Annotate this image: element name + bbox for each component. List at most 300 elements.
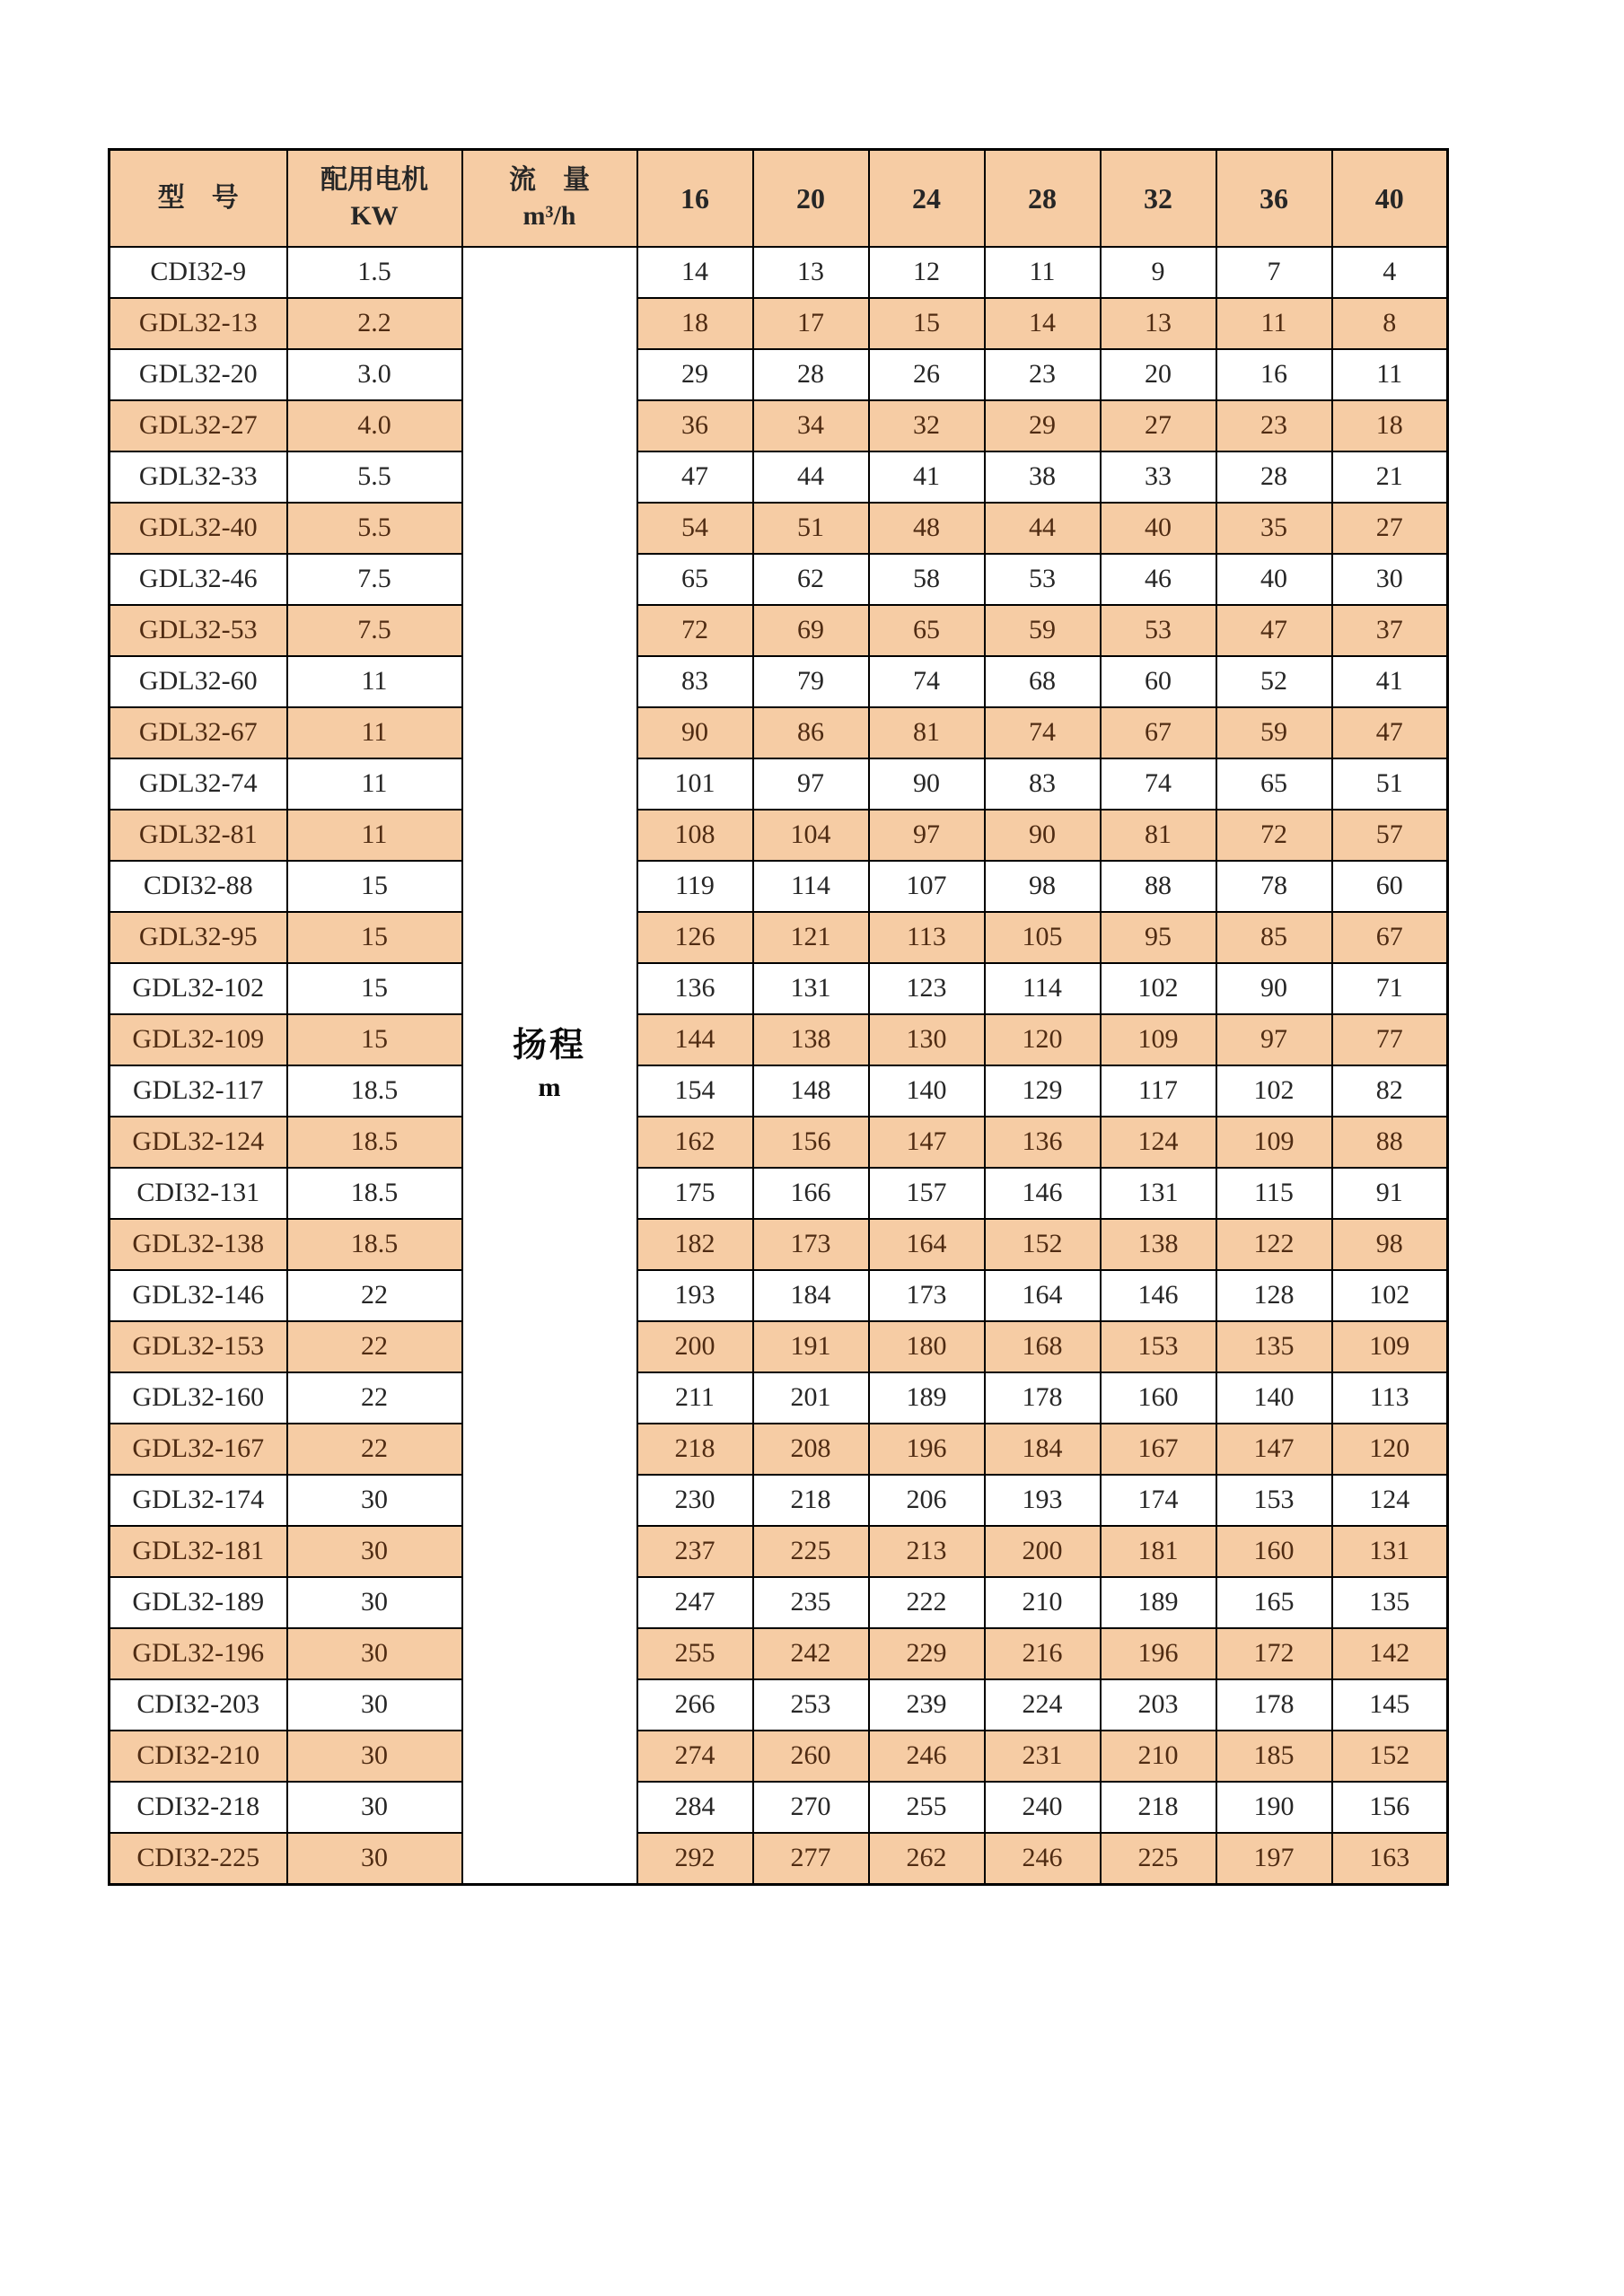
table-row (110, 554, 1448, 605)
head-value-cell: 218 (637, 1424, 753, 1475)
head-value-cell: 102 (1216, 1065, 1332, 1117)
head-value-cell: 90 (869, 758, 985, 810)
header-flow-value: 40 (1332, 150, 1448, 248)
head-value-cell: 14 (985, 298, 1101, 349)
head-unit-merged-cell (462, 247, 637, 1884)
table-row (110, 810, 1448, 861)
model-cell: GDL32-27 (110, 400, 287, 451)
motor-kw-cell: 3.0 (287, 349, 462, 400)
head-value-cell: 12 (869, 247, 985, 298)
motor-kw-cell: 1.5 (287, 247, 462, 298)
head-value-cell: 79 (753, 656, 869, 707)
motor-kw-cell: 5.5 (287, 451, 462, 503)
head-value-cell: 113 (1332, 1372, 1448, 1424)
table-row (110, 1117, 1448, 1168)
head-value-cell: 46 (1101, 554, 1216, 605)
head-value-cell: 41 (869, 451, 985, 503)
head-value-cell: 109 (1101, 1014, 1216, 1065)
model-cell: CDI32-218 (110, 1782, 287, 1833)
head-value-cell: 196 (1101, 1628, 1216, 1679)
head-value-cell: 160 (1101, 1372, 1216, 1424)
head-value-cell: 77 (1332, 1014, 1448, 1065)
header-flow-value: 20 (753, 150, 869, 248)
head-value-cell: 52 (1216, 656, 1332, 707)
model-cell: GDL32-138 (110, 1219, 287, 1270)
head-value-cell: 91 (1332, 1168, 1448, 1219)
table-row (110, 503, 1448, 554)
head-value-cell: 44 (985, 503, 1101, 554)
head-value-cell: 109 (1332, 1321, 1448, 1372)
head-value-cell: 108 (637, 810, 753, 861)
motor-kw-cell: 22 (287, 1270, 462, 1321)
head-value-cell: 48 (869, 503, 985, 554)
table-row (110, 963, 1448, 1014)
head-value-cell: 88 (1332, 1117, 1448, 1168)
table-row (110, 1577, 1448, 1628)
head-value-cell: 231 (985, 1731, 1101, 1782)
head-value-cell: 270 (753, 1782, 869, 1833)
head-value-cell: 67 (1332, 912, 1448, 963)
head-value-cell: 136 (985, 1117, 1101, 1168)
motor-kw-cell: 7.5 (287, 554, 462, 605)
head-value-cell: 101 (637, 758, 753, 810)
model-cell: CDI32-9 (110, 247, 287, 298)
head-value-cell: 60 (1332, 861, 1448, 912)
head-value-cell: 16 (1216, 349, 1332, 400)
model-cell: GDL32-124 (110, 1117, 287, 1168)
head-value-cell: 51 (753, 503, 869, 554)
head-value-cell: 135 (1216, 1321, 1332, 1372)
head-value-cell: 114 (753, 861, 869, 912)
model-cell: GDL32-160 (110, 1372, 287, 1424)
table-row (110, 400, 1448, 451)
head-value-cell: 131 (753, 963, 869, 1014)
head-value-cell: 71 (1332, 963, 1448, 1014)
head-value-cell: 180 (869, 1321, 985, 1372)
head-value-cell: 58 (869, 554, 985, 605)
head-value-cell: 164 (869, 1219, 985, 1270)
head-value-cell: 153 (1216, 1475, 1332, 1526)
model-cell: GDL32-102 (110, 963, 287, 1014)
head-value-cell: 40 (1216, 554, 1332, 605)
head-value-cell: 124 (1101, 1117, 1216, 1168)
head-value-cell: 193 (637, 1270, 753, 1321)
head-value-cell: 36 (637, 400, 753, 451)
head-value-cell: 193 (985, 1475, 1101, 1526)
head-value-cell: 222 (869, 1577, 985, 1628)
table-row (110, 1731, 1448, 1782)
head-value-cell: 65 (869, 605, 985, 656)
head-value-cell: 164 (985, 1270, 1101, 1321)
head-value-cell: 28 (753, 349, 869, 400)
head-value-cell: 104 (753, 810, 869, 861)
model-cell: GDL32-60 (110, 656, 287, 707)
head-value-cell: 152 (985, 1219, 1101, 1270)
head-value-cell: 184 (753, 1270, 869, 1321)
head-value-cell: 168 (985, 1321, 1101, 1372)
head-value-cell: 189 (869, 1372, 985, 1424)
model-cell: GDL32-174 (110, 1475, 287, 1526)
head-value-cell: 74 (985, 707, 1101, 758)
head-value-cell: 95 (1101, 912, 1216, 963)
head-value-cell: 117 (1101, 1065, 1216, 1117)
head-value-cell: 178 (985, 1372, 1101, 1424)
head-value-cell: 178 (1216, 1679, 1332, 1731)
head-value-cell: 129 (985, 1065, 1101, 1117)
head-value-cell: 120 (1332, 1424, 1448, 1475)
head-value-cell: 107 (869, 861, 985, 912)
motor-kw-cell: 11 (287, 810, 462, 861)
head-value-cell: 30 (1332, 554, 1448, 605)
head-value-cell: 138 (1101, 1219, 1216, 1270)
head-value-cell: 184 (985, 1424, 1101, 1475)
model-cell: GDL32-81 (110, 810, 287, 861)
table-row (110, 1372, 1448, 1424)
head-value-cell: 59 (1216, 707, 1332, 758)
head-value-cell: 113 (869, 912, 985, 963)
head-value-cell: 53 (985, 554, 1101, 605)
head-value-cell: 218 (753, 1475, 869, 1526)
motor-kw-cell: 15 (287, 912, 462, 963)
model-cell: GDL32-40 (110, 503, 287, 554)
head-value-cell: 284 (637, 1782, 753, 1833)
head-value-cell: 135 (1332, 1577, 1448, 1628)
head-value-cell: 210 (985, 1577, 1101, 1628)
head-value-cell: 260 (753, 1731, 869, 1782)
head-value-cell: 145 (1332, 1679, 1448, 1731)
motor-kw-cell: 30 (287, 1833, 462, 1884)
head-value-cell: 33 (1101, 451, 1216, 503)
head-value-cell: 88 (1101, 861, 1216, 912)
head-value-cell: 262 (869, 1833, 985, 1884)
model-cell: GDL32-13 (110, 298, 287, 349)
head-value-cell: 156 (753, 1117, 869, 1168)
head-value-cell: 69 (753, 605, 869, 656)
header-model: 型 号 (110, 150, 287, 248)
model-cell: GDL32-167 (110, 1424, 287, 1475)
head-value-cell: 27 (1101, 400, 1216, 451)
table-row (110, 1782, 1448, 1833)
head-value-cell: 197 (1216, 1833, 1332, 1884)
head-value-cell: 114 (985, 963, 1101, 1014)
table-body (110, 247, 1448, 1884)
head-value-cell: 167 (1101, 1424, 1216, 1475)
head-value-cell: 239 (869, 1679, 985, 1731)
head-value-cell: 81 (1101, 810, 1216, 861)
head-value-cell: 203 (1101, 1679, 1216, 1731)
head-value-cell: 147 (869, 1117, 985, 1168)
head-value-cell: 200 (985, 1526, 1101, 1577)
head-value-cell: 237 (637, 1526, 753, 1577)
head-value-cell: 90 (637, 707, 753, 758)
header-flow-value: 36 (1216, 150, 1332, 248)
head-value-cell: 105 (985, 912, 1101, 963)
motor-kw-cell: 30 (287, 1731, 462, 1782)
model-cell: GDL32-33 (110, 451, 287, 503)
head-value-cell: 266 (637, 1679, 753, 1731)
head-value-cell: 182 (637, 1219, 753, 1270)
head-value-cell: 172 (1216, 1628, 1332, 1679)
table-row (110, 1679, 1448, 1731)
head-value-cell: 211 (637, 1372, 753, 1424)
head-value-cell: 86 (753, 707, 869, 758)
table-row (110, 605, 1448, 656)
head-label: 扬程 (512, 1026, 586, 1065)
head-value-cell: 32 (869, 400, 985, 451)
head-value-cell: 81 (869, 707, 985, 758)
head-value-cell: 68 (985, 656, 1101, 707)
head-value-cell: 173 (753, 1219, 869, 1270)
pump-spec-table (108, 148, 1449, 1886)
head-value-cell: 218 (1101, 1782, 1216, 1833)
model-cell: GDL32-153 (110, 1321, 287, 1372)
head-value-cell: 142 (1332, 1628, 1448, 1679)
head-value-cell: 7 (1216, 247, 1332, 298)
motor-kw-cell: 18.5 (287, 1219, 462, 1270)
header-motor-label: 配用电机 (320, 164, 428, 195)
header-flow-unit: m³/h (522, 201, 576, 231)
head-value-cell: 83 (985, 758, 1101, 810)
head-value-cell: 97 (869, 810, 985, 861)
head-value-cell: 165 (1216, 1577, 1332, 1628)
head-value-cell: 225 (1101, 1833, 1216, 1884)
motor-kw-cell: 30 (287, 1526, 462, 1577)
head-value-cell: 196 (869, 1424, 985, 1475)
header-flow-value: 32 (1101, 150, 1216, 248)
header-row (110, 150, 1448, 248)
head-value-cell: 189 (1101, 1577, 1216, 1628)
head-value-cell: 72 (637, 605, 753, 656)
head-value-cell: 185 (1216, 1731, 1332, 1782)
header-flow-value: 24 (869, 150, 985, 248)
head-value-cell: 51 (1332, 758, 1448, 810)
model-cell: GDL32-46 (110, 554, 287, 605)
head-value-cell: 20 (1101, 349, 1216, 400)
table-row (110, 1270, 1448, 1321)
head-value-cell: 121 (753, 912, 869, 963)
head-value-cell: 216 (985, 1628, 1101, 1679)
head-value-cell: 97 (753, 758, 869, 810)
head-value-cell: 246 (869, 1731, 985, 1782)
head-value-cell: 235 (753, 1577, 869, 1628)
head-value-cell: 60 (1101, 656, 1216, 707)
head-value-cell: 85 (1216, 912, 1332, 963)
head-value-cell: 14 (637, 247, 753, 298)
head-value-cell: 98 (1332, 1219, 1448, 1270)
table-row (110, 1168, 1448, 1219)
head-value-cell: 208 (753, 1424, 869, 1475)
head-value-cell: 115 (1216, 1168, 1332, 1219)
motor-kw-cell: 7.5 (287, 605, 462, 656)
head-value-cell: 242 (753, 1628, 869, 1679)
head-value-cell: 162 (637, 1117, 753, 1168)
head-value-cell: 274 (637, 1731, 753, 1782)
model-cell: GDL32-53 (110, 605, 287, 656)
head-value-cell: 8 (1332, 298, 1448, 349)
head-value-cell: 53 (1101, 605, 1216, 656)
header-flow-label: 流 量 (509, 164, 590, 195)
table-row (110, 1424, 1448, 1475)
model-cell: CDI32-225 (110, 1833, 287, 1884)
head-value-cell: 160 (1216, 1526, 1332, 1577)
head-value-cell: 131 (1332, 1526, 1448, 1577)
head-value-cell: 157 (869, 1168, 985, 1219)
motor-kw-cell: 2.2 (287, 298, 462, 349)
motor-kw-cell: 22 (287, 1321, 462, 1372)
head-value-cell: 47 (637, 451, 753, 503)
table-row (110, 707, 1448, 758)
model-cell: GDL32-67 (110, 707, 287, 758)
head-value-cell: 148 (753, 1065, 869, 1117)
head-value-cell: 200 (637, 1321, 753, 1372)
head-value-cell: 29 (637, 349, 753, 400)
motor-kw-cell: 30 (287, 1475, 462, 1526)
head-value-cell: 15 (869, 298, 985, 349)
table-row (110, 1526, 1448, 1577)
head-value-cell: 181 (1101, 1526, 1216, 1577)
head-value-cell: 13 (753, 247, 869, 298)
head-value-cell: 292 (637, 1833, 753, 1884)
head-value-cell: 62 (753, 554, 869, 605)
head-value-cell: 255 (637, 1628, 753, 1679)
head-value-cell: 163 (1332, 1833, 1448, 1884)
head-value-cell: 90 (985, 810, 1101, 861)
head-value-cell: 27 (1332, 503, 1448, 554)
head-value-cell: 210 (1101, 1731, 1216, 1782)
head-value-cell: 190 (1216, 1782, 1332, 1833)
head-value-cell: 156 (1332, 1782, 1448, 1833)
head-value-cell: 247 (637, 1577, 753, 1628)
head-value-cell: 4 (1332, 247, 1448, 298)
table-row (110, 1475, 1448, 1526)
motor-kw-cell: 4.0 (287, 400, 462, 451)
head-value-cell: 213 (869, 1526, 985, 1577)
head-value-cell: 54 (637, 503, 753, 554)
motor-kw-cell: 18.5 (287, 1117, 462, 1168)
motor-kw-cell: 30 (287, 1577, 462, 1628)
head-value-cell: 206 (869, 1475, 985, 1526)
table-row (110, 1628, 1448, 1679)
table-row (110, 656, 1448, 707)
head-value-cell: 122 (1216, 1219, 1332, 1270)
head-value-cell: 72 (1216, 810, 1332, 861)
head-value-cell: 152 (1332, 1731, 1448, 1782)
head-value-cell: 37 (1332, 605, 1448, 656)
head-value-cell: 277 (753, 1833, 869, 1884)
table-row (110, 758, 1448, 810)
head-value-cell: 146 (1101, 1270, 1216, 1321)
head-value-cell: 26 (869, 349, 985, 400)
model-cell: GDL32-109 (110, 1014, 287, 1065)
table-row (110, 247, 1448, 298)
model-cell: GDL32-20 (110, 349, 287, 400)
model-cell: CDI32-88 (110, 861, 287, 912)
model-cell: CDI32-131 (110, 1168, 287, 1219)
head-value-cell: 136 (637, 963, 753, 1014)
table-row (110, 451, 1448, 503)
head-value-cell: 144 (637, 1014, 753, 1065)
head-value-cell: 65 (1216, 758, 1332, 810)
model-cell: GDL32-189 (110, 1577, 287, 1628)
head-value-cell: 240 (985, 1782, 1101, 1833)
head-value-cell: 78 (1216, 861, 1332, 912)
head-unit: m (538, 1073, 561, 1103)
head-value-cell: 124 (1332, 1475, 1448, 1526)
head-value-cell: 131 (1101, 1168, 1216, 1219)
model-cell: GDL32-117 (110, 1065, 287, 1117)
head-value-cell: 154 (637, 1065, 753, 1117)
motor-kw-cell: 30 (287, 1628, 462, 1679)
header-flow (462, 150, 637, 248)
head-value-cell: 40 (1101, 503, 1216, 554)
head-value-cell: 74 (869, 656, 985, 707)
head-value-cell: 41 (1332, 656, 1448, 707)
head-value-cell: 140 (1216, 1372, 1332, 1424)
head-value-cell: 147 (1216, 1424, 1332, 1475)
model-cell: GDL32-146 (110, 1270, 287, 1321)
head-value-cell: 9 (1101, 247, 1216, 298)
motor-kw-cell: 11 (287, 656, 462, 707)
model-cell: GDL32-74 (110, 758, 287, 810)
head-value-cell: 123 (869, 963, 985, 1014)
head-value-cell: 146 (985, 1168, 1101, 1219)
head-value-cell: 28 (1216, 451, 1332, 503)
head-value-cell: 38 (985, 451, 1101, 503)
head-value-cell: 175 (637, 1168, 753, 1219)
head-value-cell: 126 (637, 912, 753, 963)
head-value-cell: 119 (637, 861, 753, 912)
head-value-cell: 29 (985, 400, 1101, 451)
head-value-cell: 255 (869, 1782, 985, 1833)
head-value-cell: 13 (1101, 298, 1216, 349)
table-row (110, 912, 1448, 963)
head-value-cell: 153 (1101, 1321, 1216, 1372)
table-row (110, 1065, 1448, 1117)
head-value-cell: 18 (637, 298, 753, 349)
motor-kw-cell: 22 (287, 1424, 462, 1475)
motor-kw-cell: 18.5 (287, 1168, 462, 1219)
head-value-cell: 224 (985, 1679, 1101, 1731)
head-value-cell: 59 (985, 605, 1101, 656)
head-value-cell: 57 (1332, 810, 1448, 861)
head-value-cell: 35 (1216, 503, 1332, 554)
motor-kw-cell: 11 (287, 707, 462, 758)
head-value-cell: 253 (753, 1679, 869, 1731)
head-value-cell: 102 (1332, 1270, 1448, 1321)
head-value-cell: 23 (1216, 400, 1332, 451)
table-row (110, 1833, 1448, 1884)
table-row (110, 298, 1448, 349)
motor-kw-cell: 11 (287, 758, 462, 810)
table-row (110, 349, 1448, 400)
table-row (110, 1321, 1448, 1372)
model-cell: CDI32-203 (110, 1679, 287, 1731)
head-value-cell: 11 (985, 247, 1101, 298)
header-motor-unit: KW (350, 201, 399, 231)
head-value-cell: 17 (753, 298, 869, 349)
motor-kw-cell: 15 (287, 1014, 462, 1065)
head-value-cell: 23 (985, 349, 1101, 400)
head-value-cell: 173 (869, 1270, 985, 1321)
head-value-cell: 120 (985, 1014, 1101, 1065)
head-value-cell: 97 (1216, 1014, 1332, 1065)
head-value-cell: 230 (637, 1475, 753, 1526)
table-row (110, 1219, 1448, 1270)
table-row (110, 861, 1448, 912)
head-value-cell: 67 (1101, 707, 1216, 758)
model-cell: CDI32-210 (110, 1731, 287, 1782)
head-value-cell: 102 (1101, 963, 1216, 1014)
